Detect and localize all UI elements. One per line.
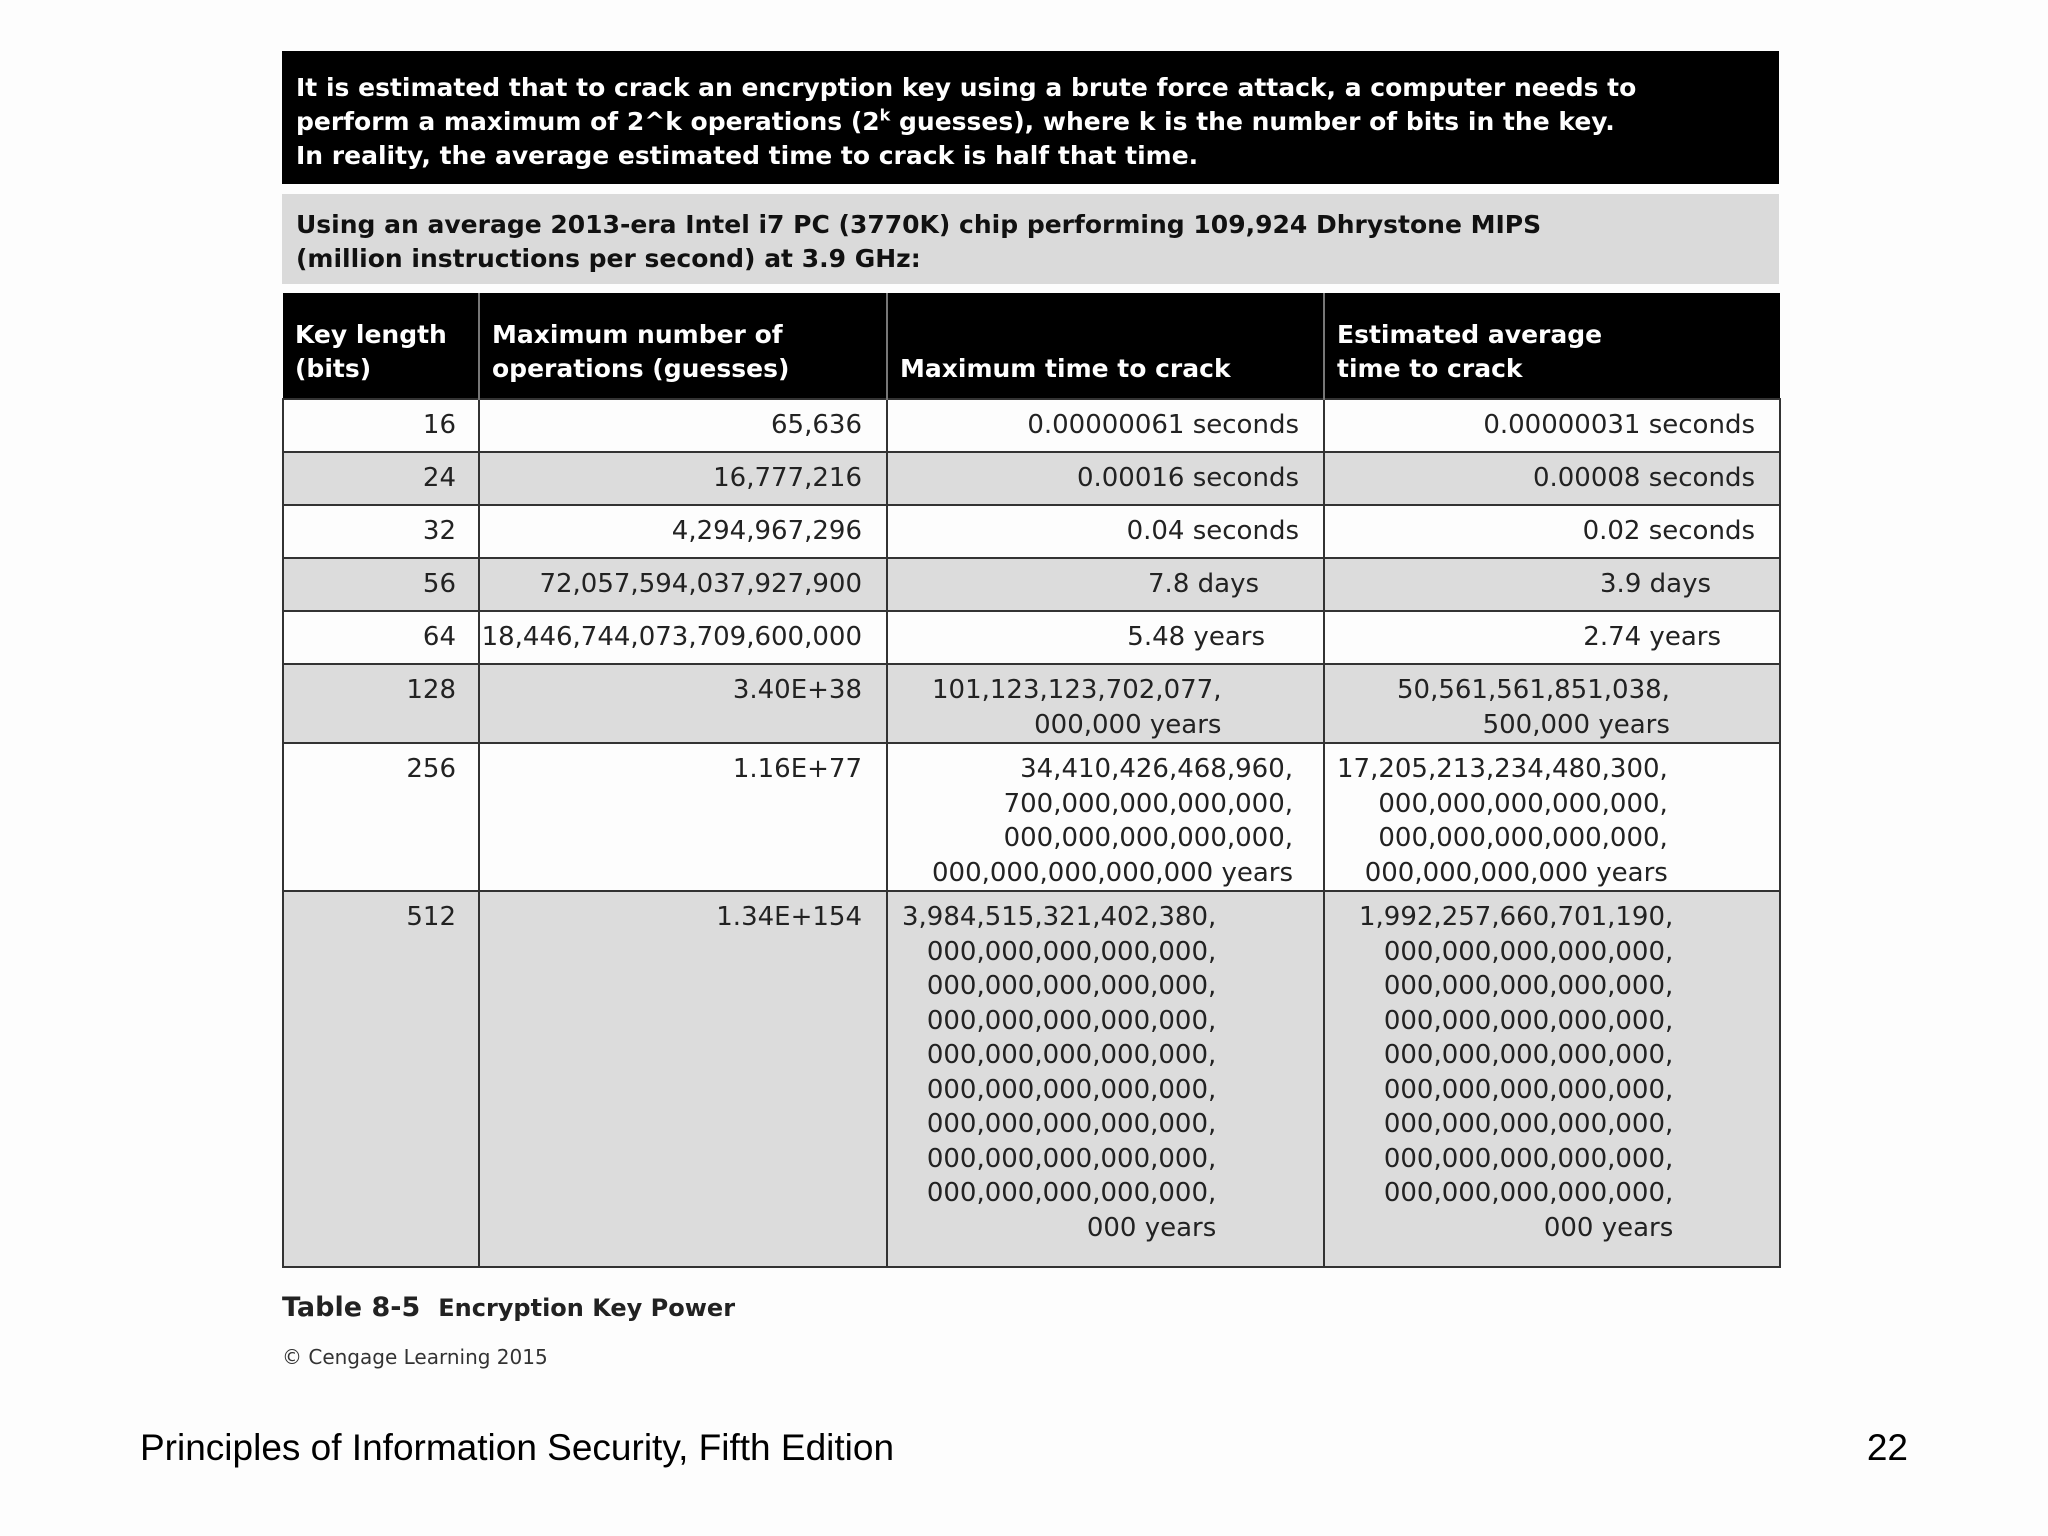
cell-max-time [887,664,1324,743]
cell-avg-time: 0.00000031 seconds [1324,399,1780,452]
header-max-time: Maximum time to crack [887,293,1324,399]
cell-avg-time: 0.02 seconds [1324,505,1780,558]
intro-line-2-post: guesses), where k is the number of bits in the key. [890,107,1615,136]
cell-max-operations: 3.40E+38 [479,664,887,743]
max-time-text: 3,984,515,321,402,380, 000,000,000,000,000, 000,000,000,000,000, 000,000,000,000,000, 000,000,000,000,000, 000,000,000,000,000, 000,000,000,000,000, 000,000,000,000,000, 000,000,000,000,000, 000 years [902,902,1217,1243]
header-avg-time: Estimated average time to crack [1324,293,1780,399]
intro-line-1: It is estimated that to crack an encryption key using a brute force attack, a computer needs to [296,73,1637,102]
cell-key-length: 256 [283,743,479,891]
table-row [283,452,1780,505]
spec-box [282,194,1779,284]
cell-max-time [887,743,1324,891]
cell-max-operations: 18,446,744,073,709,600,000 [479,611,887,664]
intro-box [282,51,1779,184]
cell-max-time: 5.48 years [887,611,1324,664]
cell-max-operations: 65,636 [479,399,887,452]
cell-avg-time: 0.00008 seconds [1324,452,1780,505]
table-row [283,743,1780,891]
avg-time-text: 50,561,561,851,038, 500,000 years [1397,675,1670,740]
table-row [283,505,1780,558]
caption-label: Table 8-5 [282,1292,421,1323]
spec-line-2: (million instructions per second) at 3.9 GHz: [296,244,921,273]
table-row [283,664,1780,743]
spec-line-1: Using an average 2013-era Intel i7 PC (3770K) chip performing 109,924 Dhrystone MIPS [296,210,1542,239]
table-row [283,558,1780,611]
footer-page-number: 22 [1866,1427,1908,1468]
intro-line-3: In reality, the average estimated time to crack is half that time. [296,141,1199,170]
cell-key-length: 64 [283,611,479,664]
cell-max-operations: 16,777,216 [479,452,887,505]
cell-avg-time [1324,891,1780,1267]
table-caption [282,1292,1779,1323]
cell-max-time: 0.00016 seconds [887,452,1324,505]
cell-key-length: 16 [283,399,479,452]
footer-book-title: Principles of Information Security, Fifth Edition [140,1427,895,1468]
max-time-text: 101,123,123,702,077, 000,000 years [932,675,1222,740]
cell-max-operations: 1.34E+154 [479,891,887,1267]
max-time-text: 34,410,426,468,960, 700,000,000,000,000, 000,000,000,000,000, 000,000,000,000,000 years [932,754,1294,888]
cell-avg-time: 3.9 days [1324,558,1780,611]
cell-avg-time [1324,664,1780,743]
cell-max-operations: 4,294,967,296 [479,505,887,558]
table-header-row [283,293,1780,399]
intro-line-2-pre: perform a maximum of 2^k operations (2 [296,107,880,136]
avg-time-text: 1,992,257,660,701,190, 000,000,000,000,000, 000,000,000,000,000, 000,000,000,000,000, 000,000,000,000,000, 000,000,000,000,000, 000,000,000,000,000, 000,000,000,000,000, 000,000,000,000,000, 000 years [1359,902,1674,1243]
avg-time-text: 17,205,213,234,480,300, 000,000,000,000,000, 000,000,000,000,000, 000,000,000,000 years [1337,754,1668,888]
table-row [283,399,1780,452]
cell-max-operations: 72,057,594,037,927,900 [479,558,887,611]
table-figure [282,51,1779,1369]
header-key-length: Key length (bits) [283,293,479,399]
header-max-operations: Maximum number of operations (guesses) [479,293,887,399]
cell-max-time: 0.00000061 seconds [887,399,1324,452]
cell-max-operations: 1.16E+77 [479,743,887,891]
cell-key-length: 32 [283,505,479,558]
cell-key-length: 24 [283,452,479,505]
cell-key-length: 128 [283,664,479,743]
cell-max-time: 7.8 days [887,558,1324,611]
encryption-key-table [282,293,1781,1268]
cell-avg-time: 2.74 years [1324,611,1780,664]
cell-key-length: 512 [283,891,479,1267]
intro-superscript: k [879,105,891,125]
cell-max-time: 0.04 seconds [887,505,1324,558]
table-row [283,891,1780,1267]
cell-avg-time [1324,743,1780,891]
cell-max-time [887,891,1324,1267]
cell-key-length: 56 [283,558,479,611]
intro-line-2 [296,105,1765,139]
copyright-credit: © Cengage Learning 2015 [282,1345,548,1369]
table-row [283,611,1780,664]
caption-title: Encryption Key Power [438,1294,736,1322]
